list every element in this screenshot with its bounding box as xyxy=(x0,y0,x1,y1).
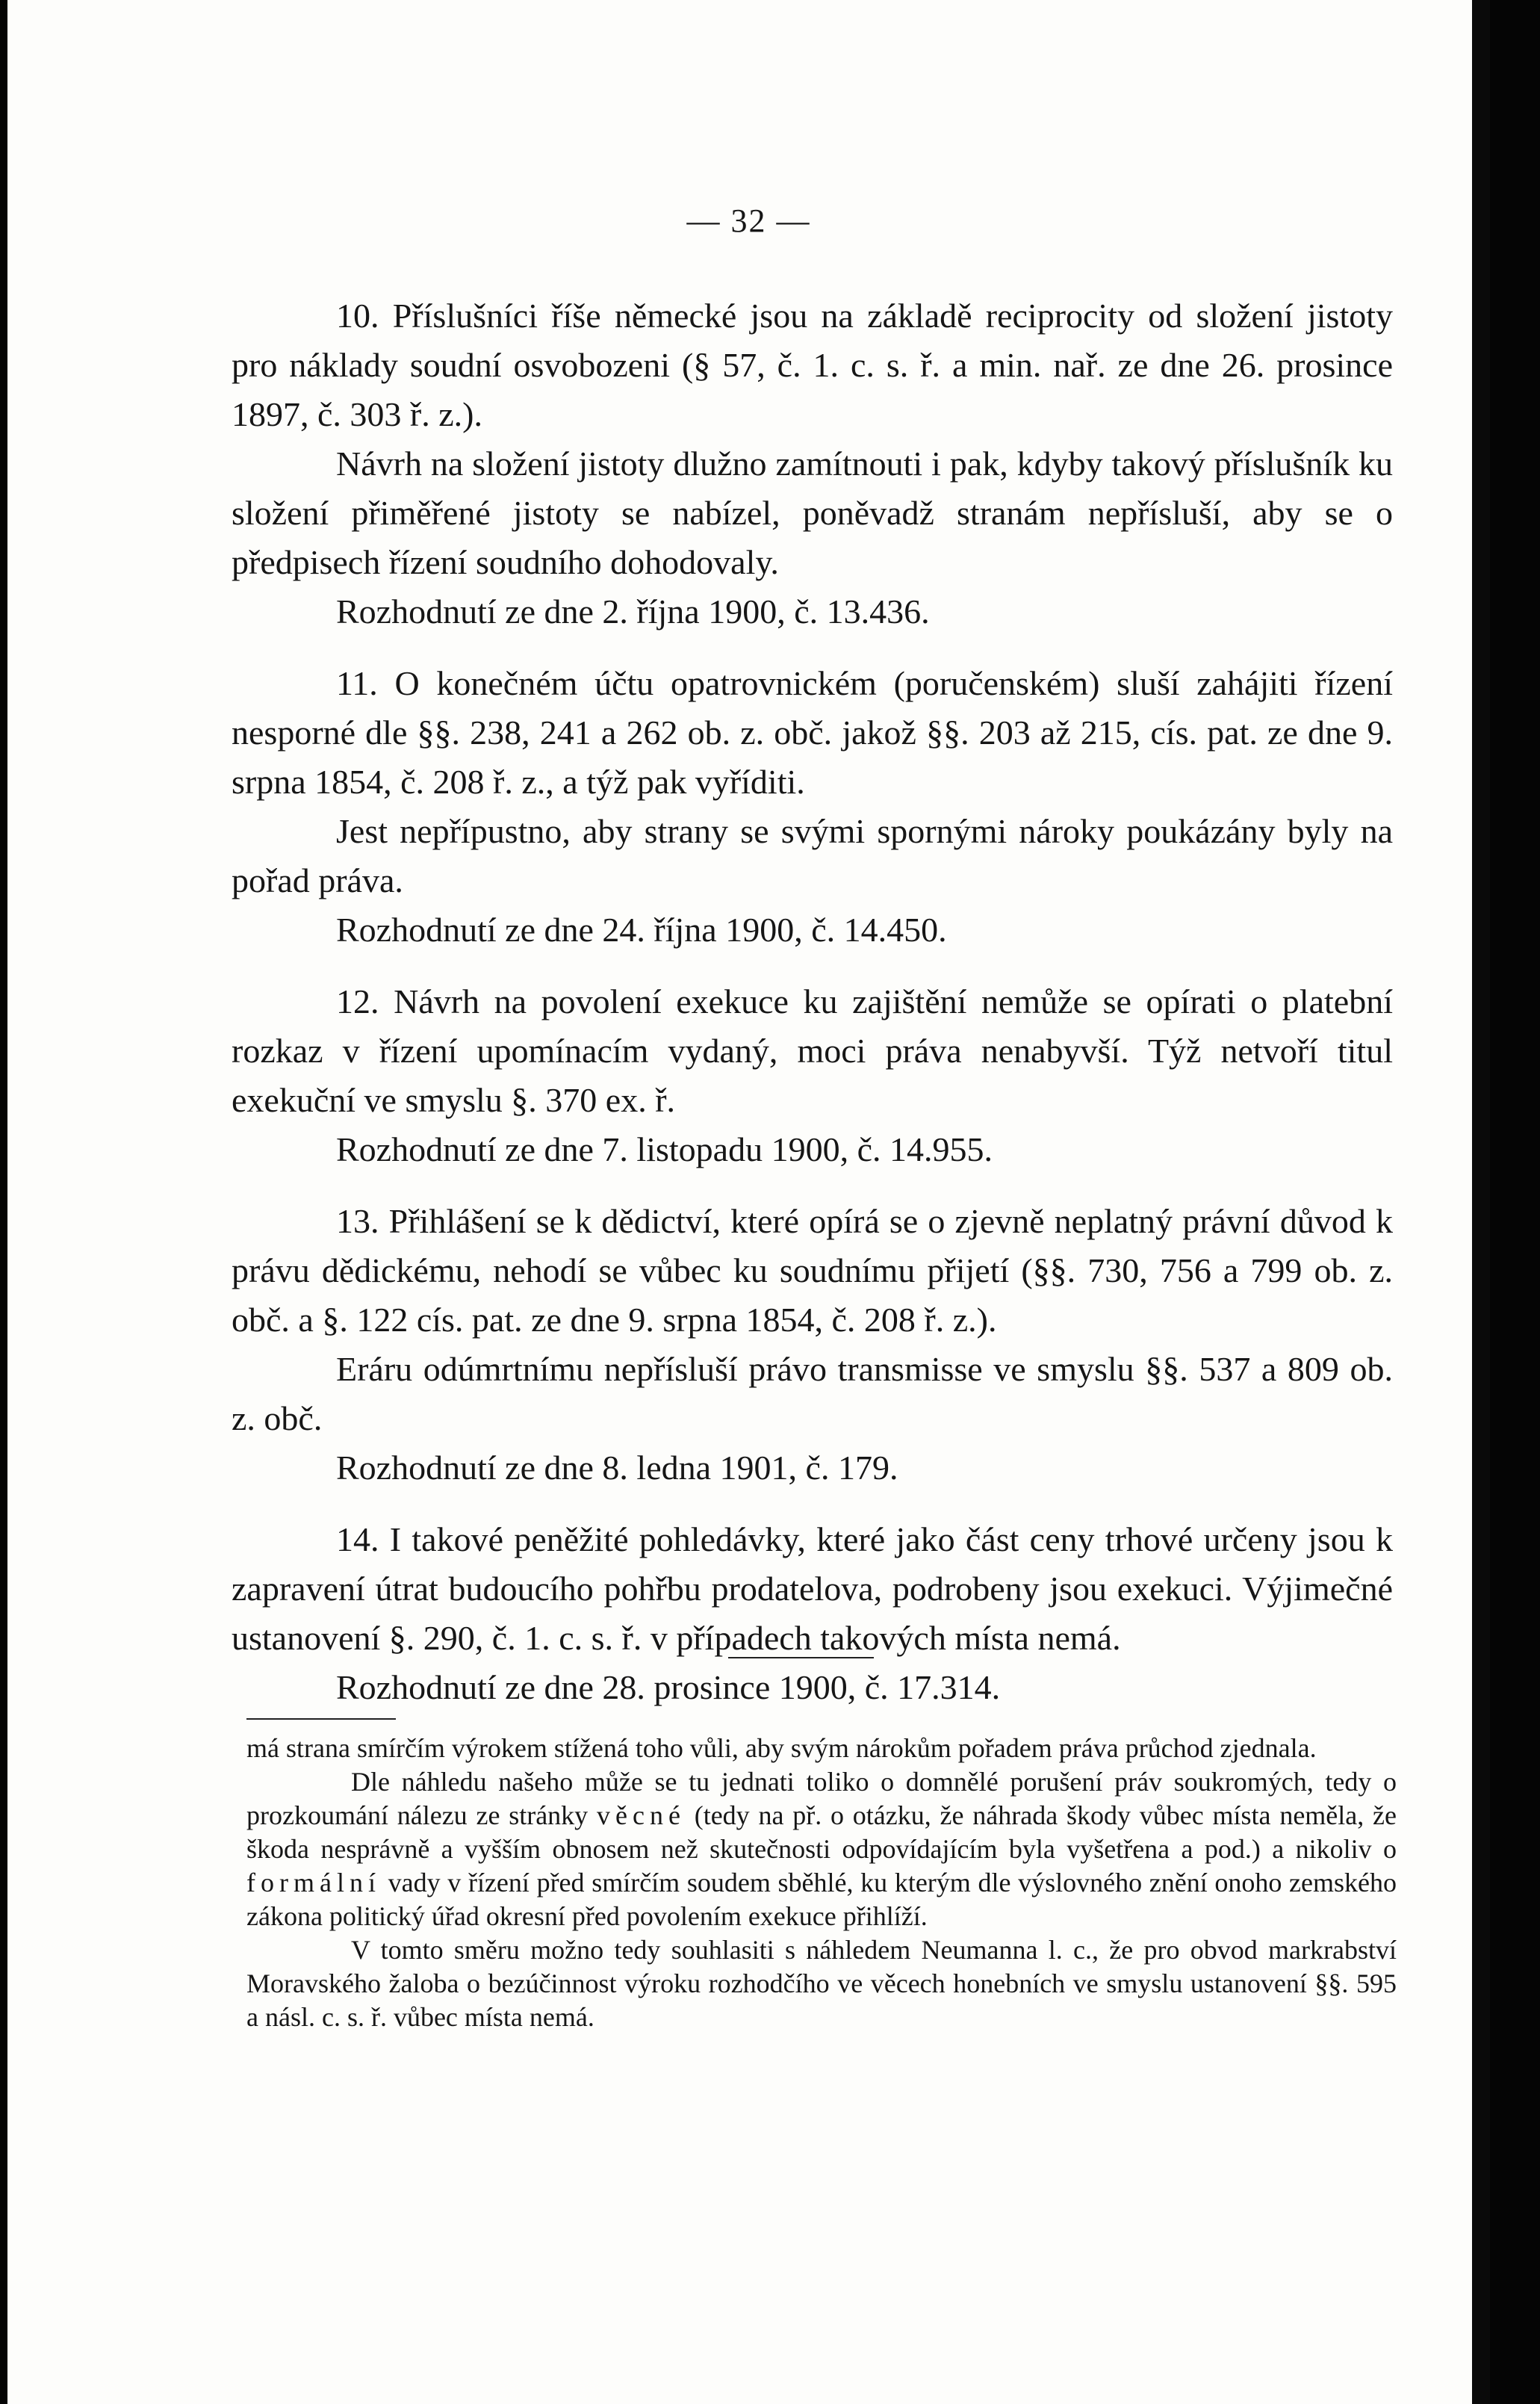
footnote-text-part: vady v řízení před smírčím soudem sběhlé, ku kterým dle výslovného znění onoho zemského zákona politický úřad okresní před povolením exekuce přihlíží. xyxy=(246,1868,1397,1931)
page-number: — 32 — xyxy=(686,202,811,239)
footnote-text-part: (tedy na př. o otázku, že náhrada škody vůbec místa neměla, že škoda nesprávně a vyšším obnosem než skutečnosti odpovídajícím byla vyšetřena a pod.) a nikoliv o xyxy=(246,1800,1397,1864)
footnote-divider xyxy=(246,1718,396,1720)
section-14-decision: Rozhodnutí ze dne 28. prosince 1900, č. 17.314. xyxy=(336,1668,1001,1706)
main-text xyxy=(232,291,1393,1712)
section-13-reasoning: Eráru odúmrtnímu nepřísluší právo transmisse ve smyslu §§. 537 a 809 ob. z. obč. xyxy=(232,1350,1393,1437)
footnote xyxy=(246,1732,1397,2034)
section-11-text: 11. O konečném účtu opatrovnickém (poručenském) sluší zahájiti řízení nesporné dle §§. 238, 241 a 262 ob. z. obč. jakož §§. 203 až 215, cís. pat. ze dne 9. srpna 1854, č. 208 ř. z., a týž pak vyříditi. xyxy=(232,664,1393,801)
section-13-text: 13. Přihlášení se k dědictví, které opírá se o zjevně neplatný právní důvod k právu dědickému, nehodí se vůbec ku soudnímu přijetí (§§. 730, 756 a 799 ob. z. obč. a §. 122 cís. pat. ze dne 9. srpna 1854, č. 208 ř. z.). xyxy=(232,1202,1393,1339)
section-10-reasoning: Návrh na složení jistoty dlužno zamítnouti i pak, kdyby takový příslušník ku složení přiměřené jistoty se nabízel, poněvadž stranám nepřísluší, aby se o předpisech řízení soudního dohodovaly. xyxy=(232,444,1393,581)
footnote-conclusion: V tomto směru možno tedy souhlasiti s náhledem Neumanna l. c., že pro obvod markrabství Moravského žaloba o bezúčinnost výroku rozhodčího ve věcech honebních ve smyslu ustanovení §§. 595 a násl. c. s. ř. vůbec místa nemá. xyxy=(246,1935,1397,2032)
section-11 xyxy=(232,659,1393,955)
footnote-continuation: má strana smírčím výrokem stížená toho vůli, aby svým nárokům pořadem práva průchod zjednala. xyxy=(246,1733,1317,1763)
section-12-text: 12. Návrh na povolení exekuce ku zajištění nemůže se opírati o platební rozkaz v řízení upomínacím vydaný, moci práva nenabyvší. Týž netvoří titul exekuční ve smyslu §. 370 ex. ř. xyxy=(232,982,1393,1119)
section-11-reasoning: Jest nepřípustno, aby strany se svými spornými nároky poukázány byly na pořad práva. xyxy=(232,812,1393,899)
book-page xyxy=(7,0,1490,2404)
scan-dark-edge xyxy=(1472,0,1490,2404)
section-12-decision: Rozhodnutí ze dne 7. listopadu 1900, č. 14.955. xyxy=(336,1130,993,1168)
section-10-text: 10. Příslušníci říše německé jsou na základě reciprocity od složení jistoty pro náklady soudní osvobozeni (§ 57, č. 1. c. s. ř. a min. nař. ze dne 26. prosince 1897, č. 303 ř. z.). xyxy=(232,297,1393,433)
section-11-decision: Rozhodnutí ze dne 24. října 1900, č. 14.450. xyxy=(336,911,947,949)
section-end-divider xyxy=(728,1657,874,1658)
section-14-text: 14. I takové peněžité pohledávky, které jako část ceny trhové určeny jsou k zapravení útrat budoucího pohřbu prodatelova, podrobeny jsou exekuci. Výjimečné ustanovení §. 290, č. 1. c. s. ř. v případech takových místa nemá. xyxy=(232,1520,1393,1657)
section-14 xyxy=(232,1515,1393,1712)
footnote-paragraph xyxy=(246,1765,1397,1933)
section-13 xyxy=(232,1197,1393,1493)
section-10-decision: Rozhodnutí ze dne 2. října 1900, č. 13.436. xyxy=(336,592,930,631)
footnote-emphasis-vecne: věcné xyxy=(596,1800,686,1830)
footnote-emphasis-formalni: formální xyxy=(246,1868,381,1898)
section-13-decision: Rozhodnutí ze dne 8. ledna 1901, č. 179. xyxy=(336,1449,898,1487)
section-10 xyxy=(232,291,1393,636)
section-12 xyxy=(232,977,1393,1174)
footnote-text-part: Dle náhledu našeho může se tu jednati toliko o domnělé porušení práv soukromých, tedy o prozkoumání nálezu ze stránky xyxy=(246,1767,1397,1830)
